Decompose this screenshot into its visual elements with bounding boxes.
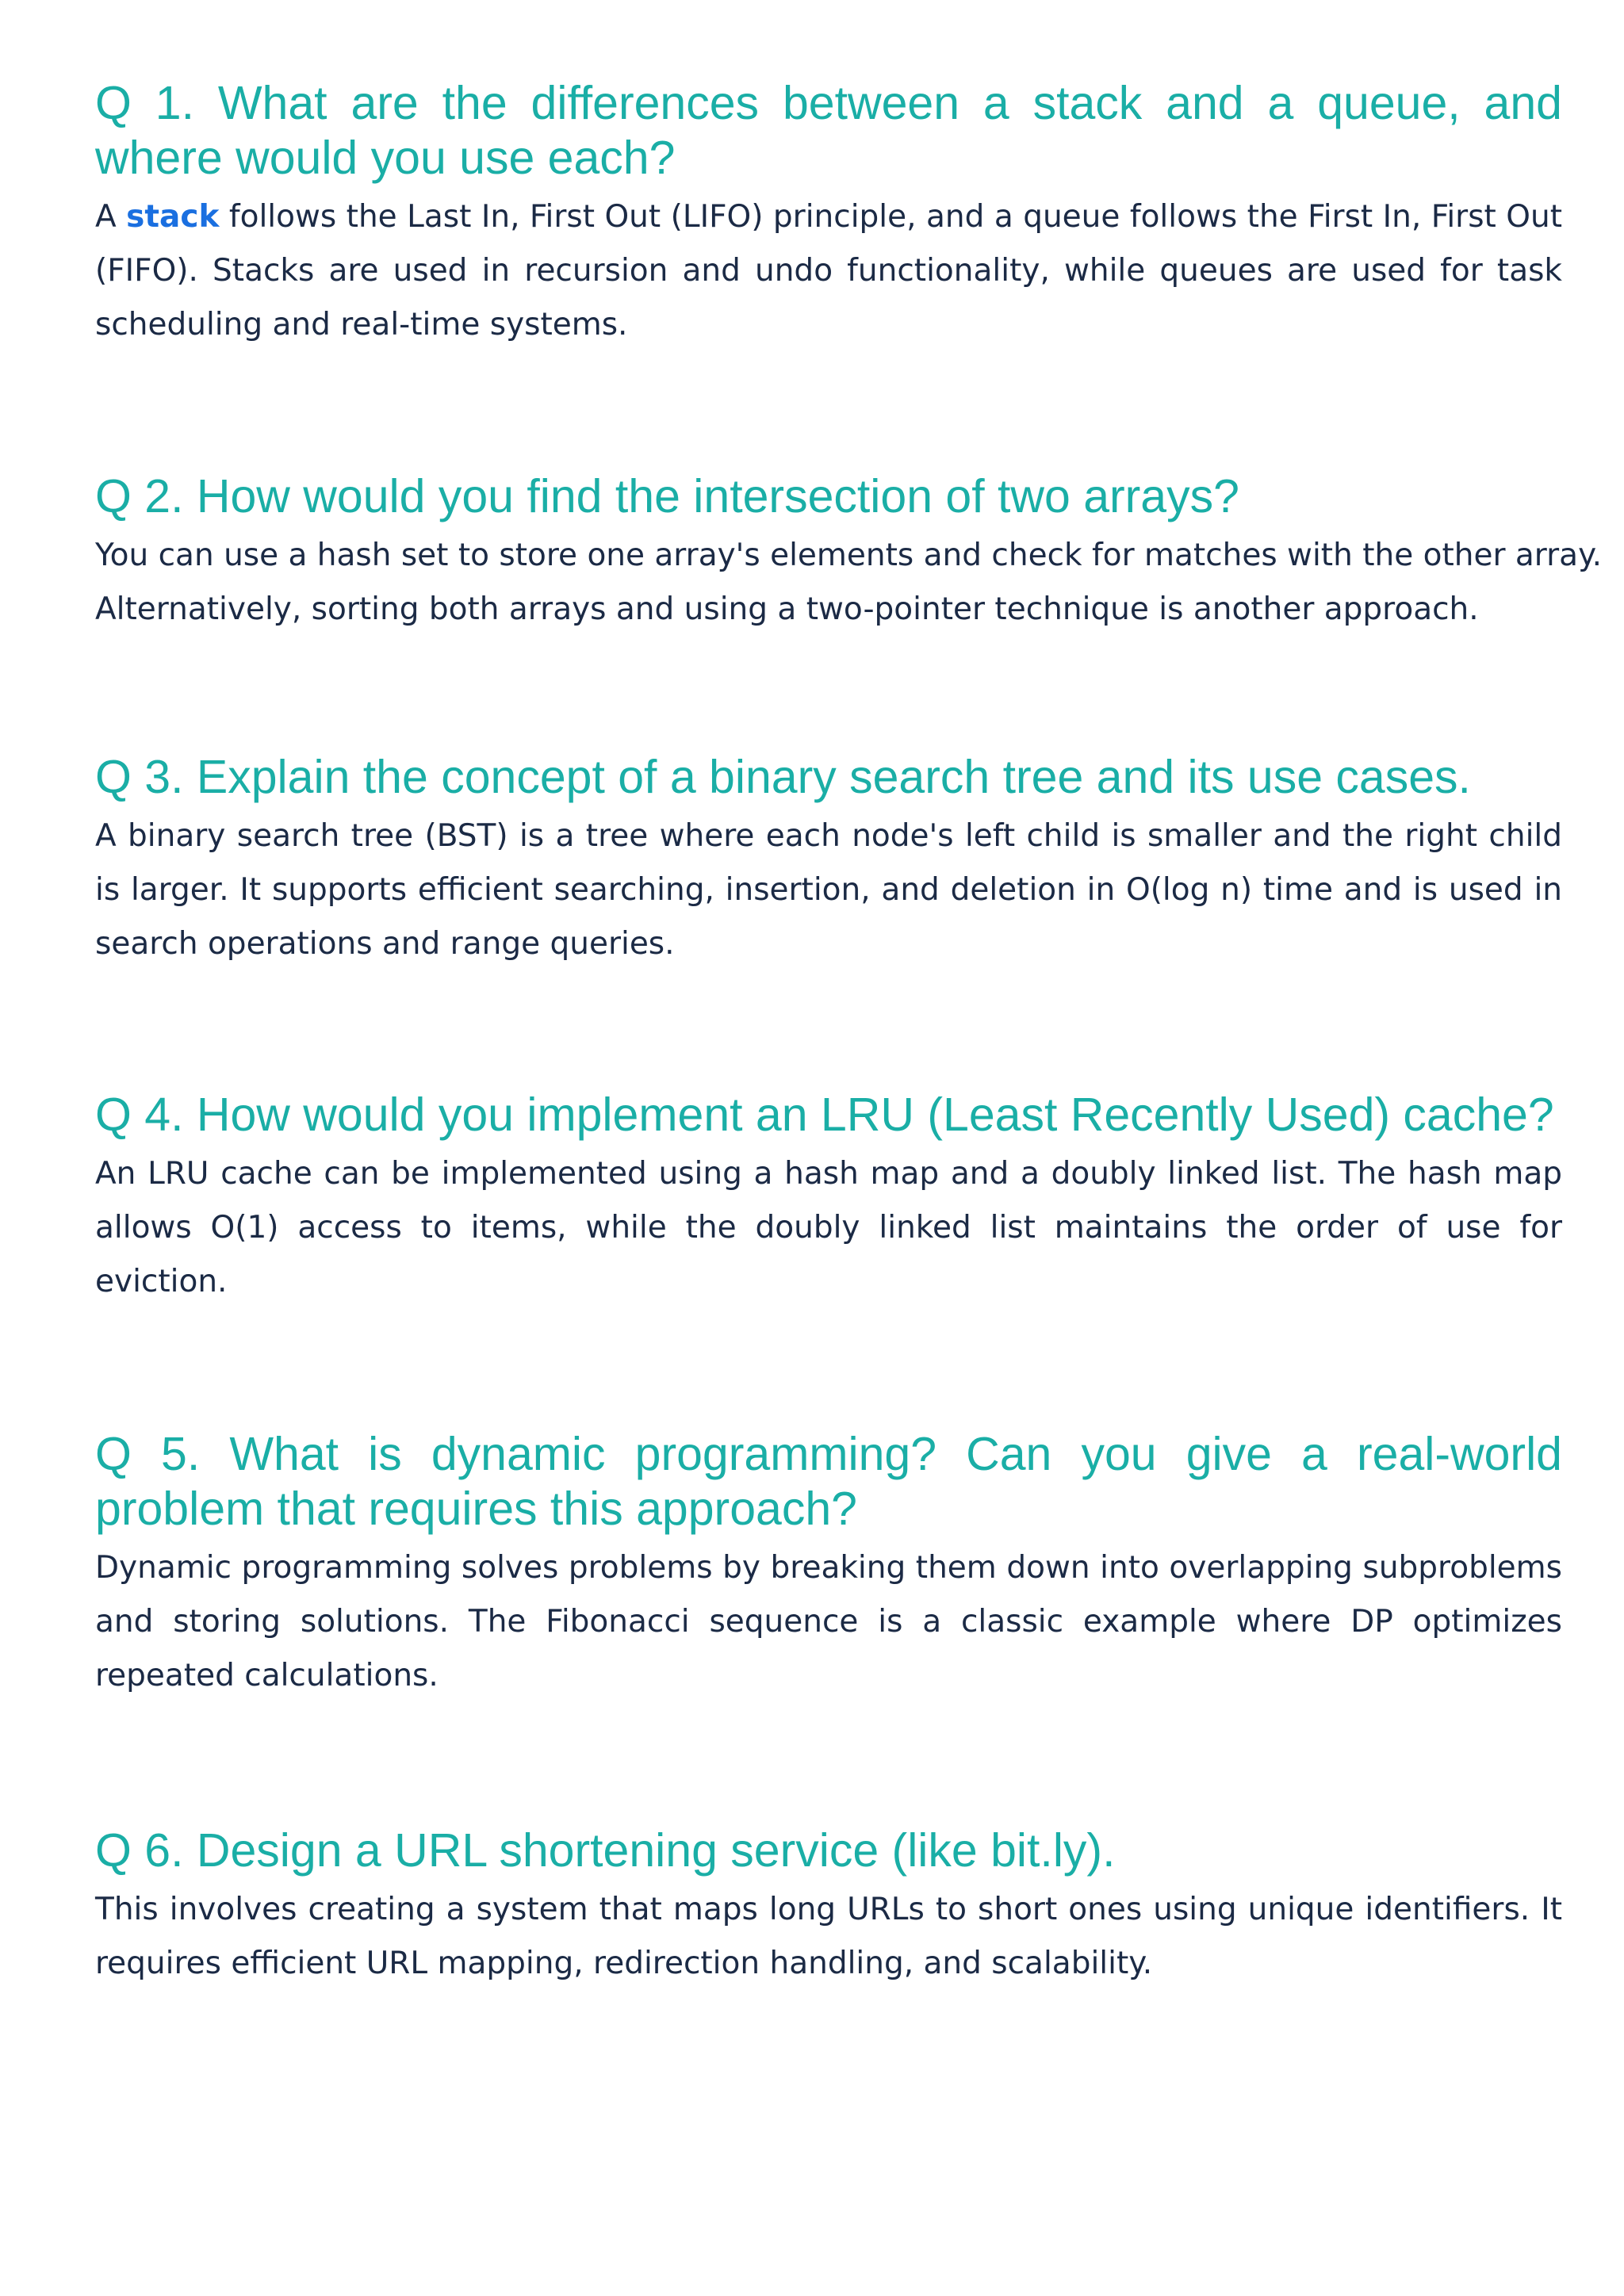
answer-paragraph: You can use a hash set to store one array's elements and check for matches with the other array. Alternatively, sorting both arrays and using a two-pointer technique is another approach. bbox=[95, 538, 1602, 627]
answer-paragraph: This involves creating a system that maps long URLs to short ones using unique identifiers. It requires efficient URL mapping, redirection handling, and scalability. bbox=[95, 1892, 1562, 1981]
question-heading: Q 5. What is dynamic programming? Can you give a real-world problem that requires this approach? bbox=[95, 1428, 1562, 1535]
question-heading: Q 4. How would you implement an LRU (Least Recently Used) cache? bbox=[95, 1089, 1554, 1141]
qa-item-3 bbox=[95, 750, 1562, 971]
question-heading: Q 6. Design a URL shortening service (like bit.ly). bbox=[95, 1824, 1116, 1877]
qa-item-2 bbox=[95, 469, 1602, 637]
qa-item-1 bbox=[95, 76, 1562, 352]
answer-paragraph bbox=[95, 190, 1562, 352]
answer-text: A bbox=[95, 199, 127, 235]
answer-paragraph: A binary search tree (BST) is a tree where each node's left child is smaller and the right child is larger. It supports efficient searching, insertion, and deletion in O(log n) time and is used in search operations and range queries. bbox=[95, 818, 1562, 962]
qa-item-5 bbox=[95, 1427, 1562, 1703]
question-heading: Q 1. What are the differences between a stack and a queue, and where would you use each? bbox=[95, 77, 1562, 184]
question-heading: Q 3. Explain the concept of a binary search tree and its use cases. bbox=[95, 751, 1471, 803]
answer-paragraph: An LRU cache can be implemented using a hash map and a doubly linked list. The hash map allows O(1) access to items, while the doubly linked list maintains the order of use for eviction. bbox=[95, 1156, 1562, 1299]
qa-item-4 bbox=[95, 1088, 1562, 1309]
keyword-stack: stack bbox=[126, 199, 220, 235]
answer-paragraph: Dynamic programming solves problems by breaking them down into overlapping subproblems and storing solutions. The Fibonacci sequence is a classic example where DP optimizes repeated calculations. bbox=[95, 1550, 1562, 1693]
qa-item-6 bbox=[95, 1823, 1562, 1991]
answer-text: follows the Last In, First Out (LIFO) principle, and a queue follows the First In, First Out (FIFO). Stacks are used in recursion and undo functionality, while queues are used for task scheduling and real-time systems. bbox=[95, 199, 1563, 342]
question-heading: Q 2. How would you find the intersection of two arrays? bbox=[95, 470, 1239, 522]
